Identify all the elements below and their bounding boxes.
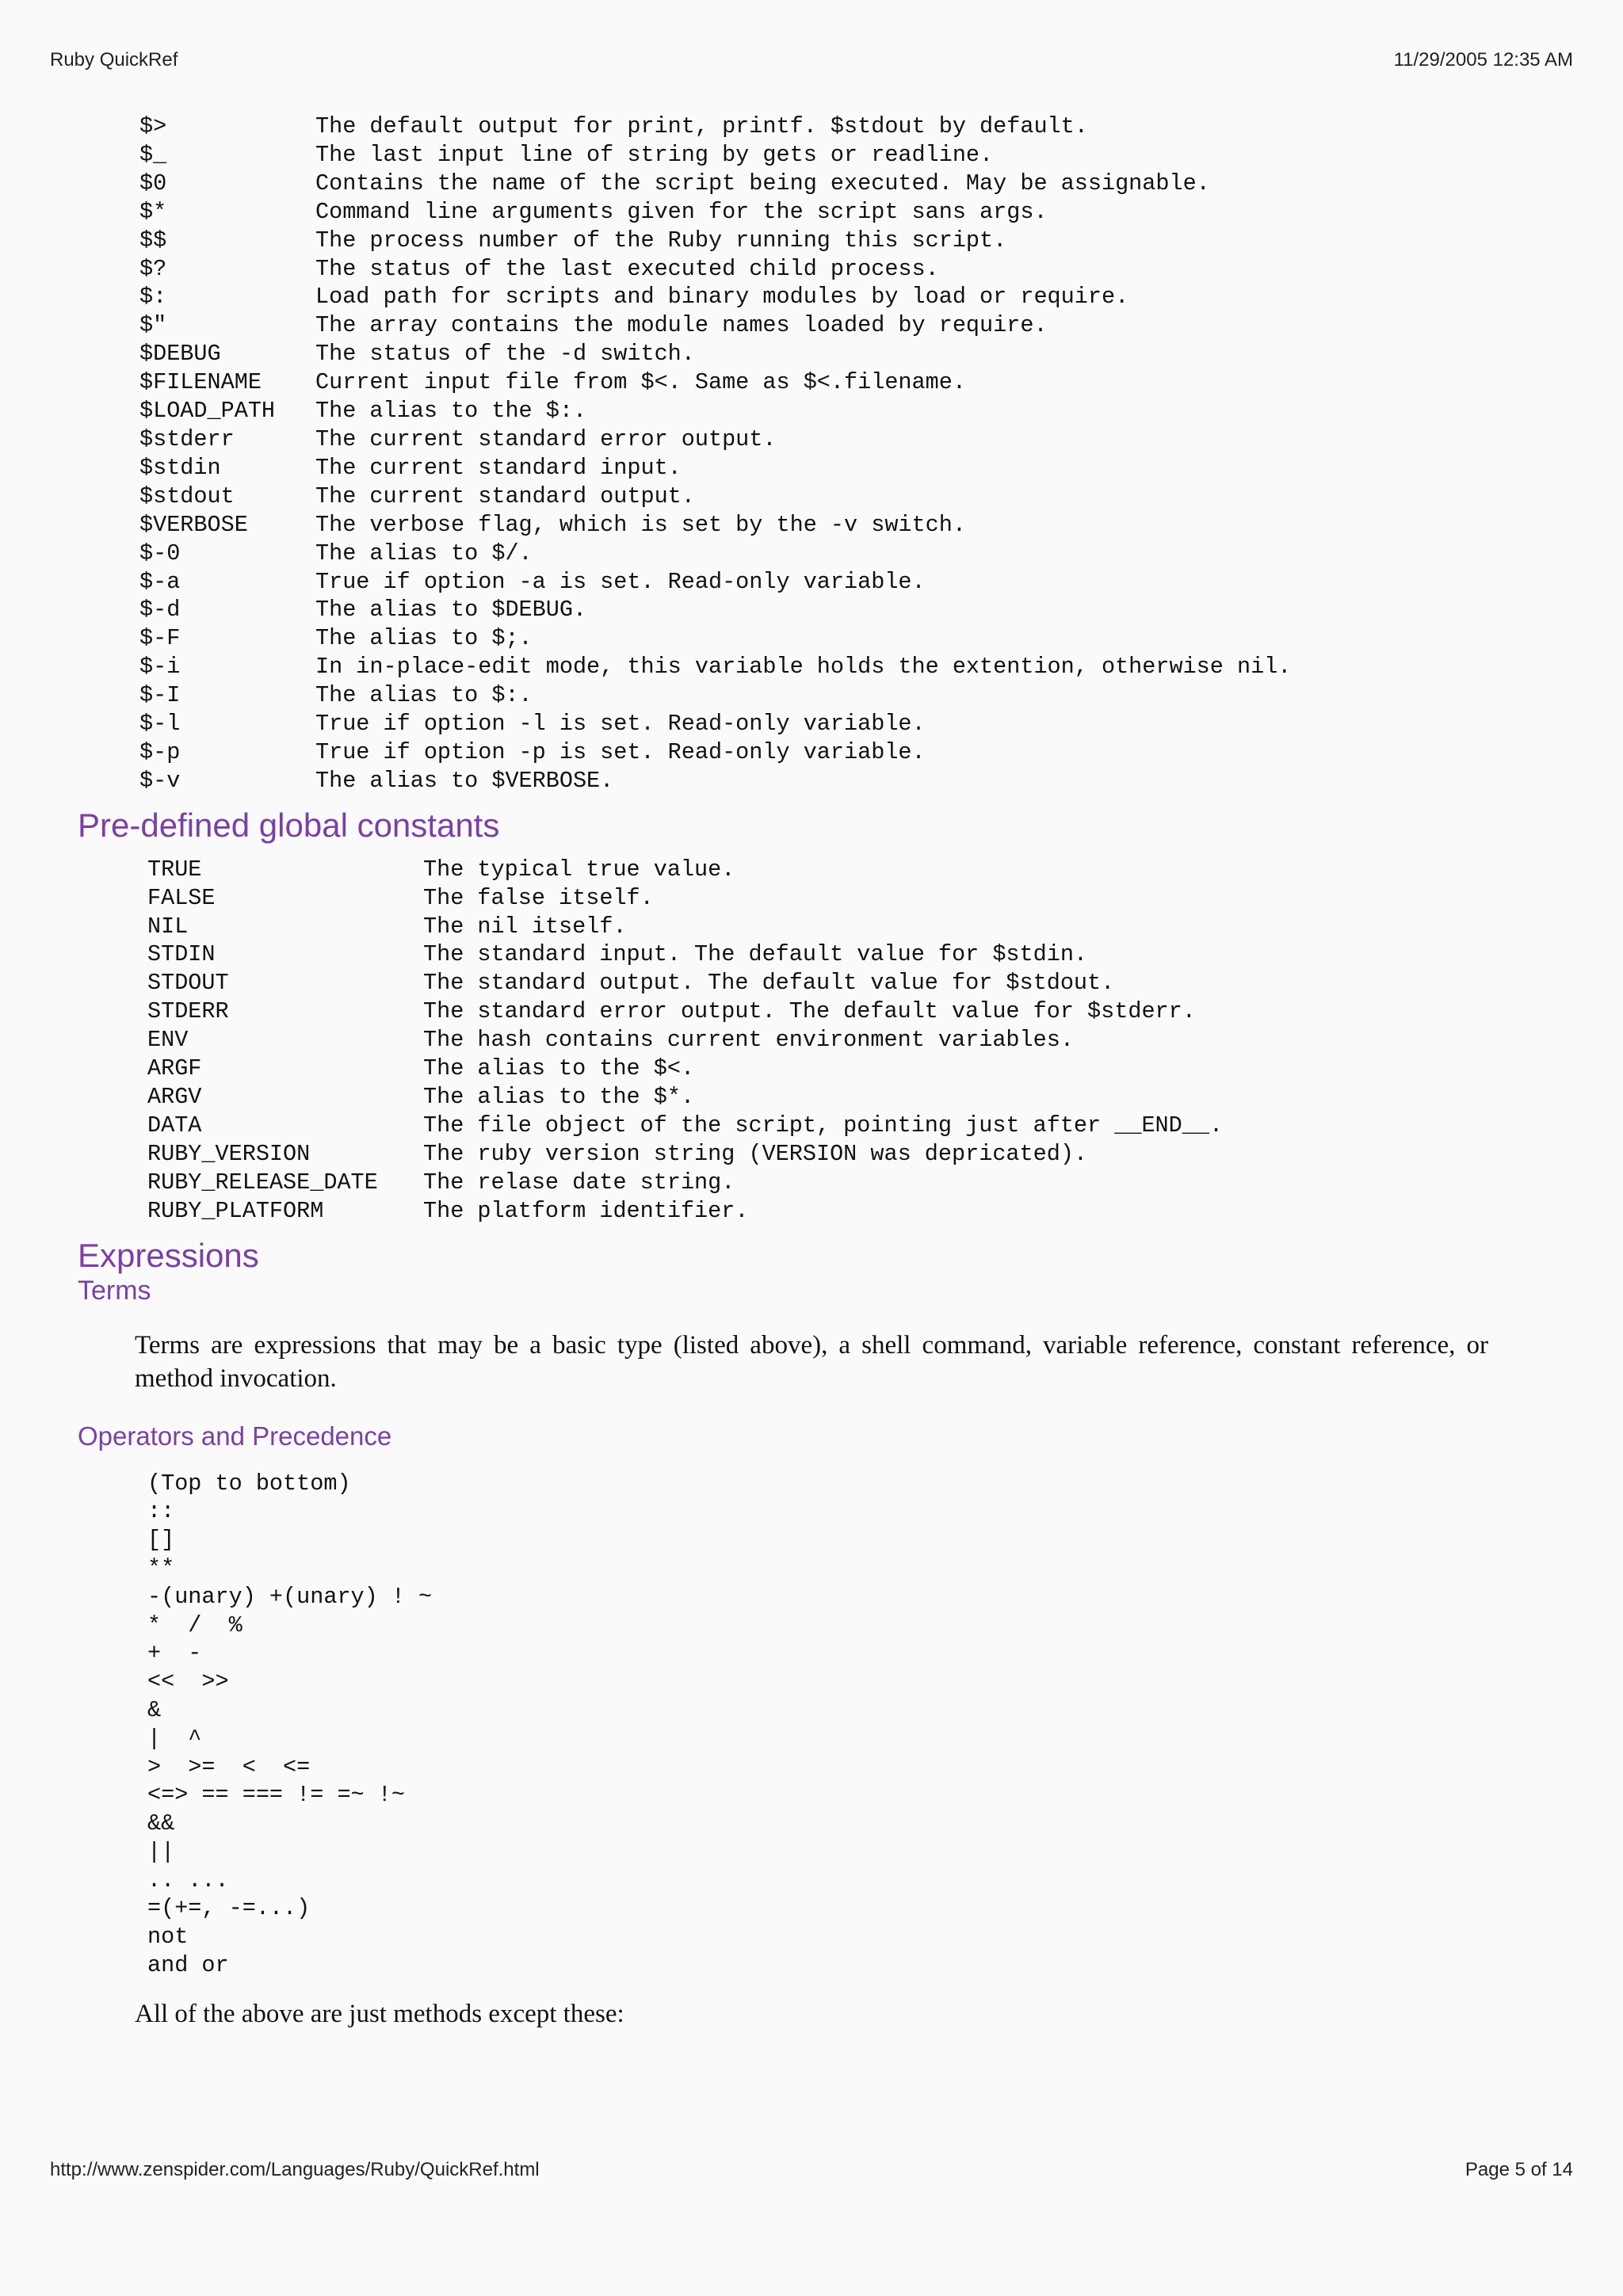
variable-row-description: True if option -a is set. Read-only variable. xyxy=(315,568,926,595)
constant-row-name: STDIN xyxy=(147,941,216,968)
variable-row xyxy=(139,596,1291,624)
variable-row-description: The alias to $VERBOSE. xyxy=(315,767,614,794)
variable-row-name: $-l xyxy=(139,711,181,738)
print-datetime: 11/29/2005 12:35 AM xyxy=(1393,49,1573,71)
variable-row xyxy=(139,511,1291,540)
variable-row-name: $-F xyxy=(139,625,181,652)
constant-row-description: The standard input. The default value for $stdin. xyxy=(423,941,1088,968)
variable-row-description: The verbose flag, which is set by the -v switch. xyxy=(315,511,966,538)
variable-row-description: The array contains the module names loaded by require. xyxy=(315,312,1048,339)
operator-line: not xyxy=(147,1924,189,1951)
variable-row-description: The status of the -d switch. xyxy=(315,341,695,368)
variable-row xyxy=(139,397,1291,425)
variable-row-description: The current standard output. xyxy=(315,482,695,509)
variable-row xyxy=(139,311,1291,340)
variable-row xyxy=(139,624,1291,653)
variable-row-description: The alias to $;. xyxy=(315,625,533,652)
operator-line: * / % xyxy=(147,1611,242,1638)
terms-heading: Terms xyxy=(78,1275,151,1306)
terms-paragraph: Terms are expressions that may be a basic type (listed above), a shell command, variable reference, constant reference, or method invocation. xyxy=(135,1330,1488,1393)
constant-row-name: NIL xyxy=(147,913,189,940)
variable-row-name: $-d xyxy=(139,597,181,624)
variable-row-name: $LOAD_PATH xyxy=(139,398,276,425)
variable-row xyxy=(139,283,1291,311)
variable-row xyxy=(139,170,1291,198)
constant-row xyxy=(147,969,1223,997)
variable-row xyxy=(139,653,1291,681)
global-constants-body xyxy=(147,856,1223,1226)
page-content xyxy=(0,113,1623,2031)
variable-row-name: $" xyxy=(139,312,167,339)
variable-row-description: The current standard error output. xyxy=(315,425,777,452)
constant-row-name: RUBY_PLATFORM xyxy=(147,1197,324,1224)
constant-row-description: The file object of the script, pointing just after __END__. xyxy=(423,1112,1224,1138)
variable-row-description: The alias to $:. xyxy=(315,682,533,709)
operator-line: -(unary) +(unary) ! ~ xyxy=(147,1583,433,1610)
variable-row-name: $-i xyxy=(139,654,181,681)
operator-line: & xyxy=(147,1696,162,1723)
global-variables-body xyxy=(139,113,1291,795)
variable-row-name: $* xyxy=(139,198,167,225)
variable-row-description: True if option -p is set. Read-only variable. xyxy=(315,738,926,765)
variable-row xyxy=(139,368,1291,397)
constant-row-description: The standard output. The default value for $stdout. xyxy=(423,970,1115,997)
operators-list xyxy=(147,1470,1623,1980)
constant-row xyxy=(147,1083,1223,1112)
document-title: Ruby QuickRef xyxy=(50,49,178,71)
variable-row-name: $_ xyxy=(139,141,167,168)
constant-row xyxy=(147,1026,1223,1055)
operator-line: || xyxy=(147,1838,175,1865)
constant-row-description: The platform identifier. xyxy=(423,1197,749,1224)
operator-line: | ^ xyxy=(147,1725,202,1752)
page-url: http://www.zenspider.com/Languages/Ruby/QuickRef.html xyxy=(50,2159,540,2180)
constant-row-description: The standard error output. The default value for $stderr. xyxy=(423,998,1196,1025)
operator-line: ** xyxy=(147,1554,175,1581)
operator-line: << >> xyxy=(147,1669,229,1695)
variable-row-name: $$ xyxy=(139,227,167,254)
operators-heading: Operators and Precedence xyxy=(78,1421,392,1451)
print-header xyxy=(50,49,1573,71)
variable-row-name: $stdout xyxy=(139,482,235,509)
operator-line: <=> == === != =~ !~ xyxy=(147,1782,405,1809)
variable-row xyxy=(139,340,1291,368)
variable-row-description: The process number of the Ruby running this script. xyxy=(315,227,1007,254)
global-variables-table xyxy=(139,113,1291,795)
constant-row-name: STDERR xyxy=(147,998,229,1025)
variable-row xyxy=(139,710,1291,738)
variable-row-description: The alias to $DEBUG. xyxy=(315,597,587,624)
variable-row-name: $> xyxy=(139,113,167,139)
constant-row-description: The ruby version string (VERSION was depricated). xyxy=(423,1140,1088,1167)
variable-row-description: The alias to $/. xyxy=(315,540,533,566)
variable-row-name: $-a xyxy=(139,568,181,595)
constant-row-name: ARGV xyxy=(147,1084,202,1110)
constants-heading: Pre-defined global constants xyxy=(78,806,500,844)
constant-row-name: ARGF xyxy=(147,1055,202,1082)
variable-row xyxy=(139,540,1291,568)
constant-row-description: The typical true value. xyxy=(423,856,735,883)
variable-row-name: $DEBUG xyxy=(139,341,221,368)
constant-row-description: The hash contains current environment variables. xyxy=(423,1027,1074,1054)
variable-row xyxy=(139,454,1291,482)
constant-row xyxy=(147,913,1223,941)
operator-line: (Top to bottom) xyxy=(147,1470,351,1497)
constant-row xyxy=(147,1169,1223,1197)
variable-row-name: $stdin xyxy=(139,454,221,481)
variable-row-name: $stderr xyxy=(139,425,235,452)
variable-row-name: $-v xyxy=(139,767,181,794)
constant-row-description: The false itself. xyxy=(423,884,654,911)
operator-line: :: xyxy=(147,1498,175,1525)
constant-row-description: The nil itself. xyxy=(423,913,627,940)
page-number: Page 5 of 14 xyxy=(1465,2159,1573,2180)
print-footer xyxy=(50,2159,1573,2181)
variable-row-description: The status of the last executed child process. xyxy=(315,255,939,282)
operator-line: .. ... xyxy=(147,1867,229,1894)
variable-row xyxy=(139,113,1291,141)
constant-row-name: RUBY_VERSION xyxy=(147,1140,311,1167)
variable-row-name: $FILENAME xyxy=(139,369,262,396)
methods-note: All of the above are just methods except these: xyxy=(135,1999,624,2028)
variable-row xyxy=(139,198,1291,227)
constant-row xyxy=(147,1197,1223,1226)
operator-line: [] xyxy=(147,1527,175,1554)
constant-row-name: TRUE xyxy=(147,856,202,883)
variable-row-description: The alias to the $:. xyxy=(315,398,587,425)
constant-row xyxy=(147,1055,1223,1083)
variable-row xyxy=(139,255,1291,284)
variable-row-description: The default output for print, printf. $stdout by default. xyxy=(315,113,1088,139)
variable-row xyxy=(139,767,1291,795)
constant-row-description: The alias to the $<. xyxy=(423,1055,695,1082)
variable-row xyxy=(139,568,1291,597)
constant-row-name: RUBY_RELEASE_DATE xyxy=(147,1169,378,1196)
variable-row-description: True if option -l is set. Read-only variable. xyxy=(315,711,926,738)
constant-row-name: STDOUT xyxy=(147,970,229,997)
constant-row-name: FALSE xyxy=(147,884,216,911)
variable-row-description: In in-place-edit mode, this variable holds the extention, otherwise nil. xyxy=(315,654,1292,681)
operator-line: + - xyxy=(147,1640,202,1667)
constant-row xyxy=(147,1112,1223,1140)
variable-row-description: The current standard input. xyxy=(315,454,682,481)
constant-row-name: ENV xyxy=(147,1027,189,1054)
variable-row xyxy=(139,738,1291,767)
variable-row xyxy=(139,681,1291,710)
operator-line: > >= < <= xyxy=(147,1753,311,1780)
constant-row xyxy=(147,1140,1223,1169)
operator-line: && xyxy=(147,1810,175,1837)
constant-row-name: DATA xyxy=(147,1112,202,1138)
constant-row xyxy=(147,940,1223,969)
variable-row xyxy=(139,482,1291,511)
variable-row-description: Current input file from $<. Same as $<.filename. xyxy=(315,369,966,396)
variable-row xyxy=(139,425,1291,454)
variable-row-name: $: xyxy=(139,284,167,311)
operator-line: and or xyxy=(147,1952,229,1979)
constant-row xyxy=(147,997,1223,1026)
variable-row-description: The last input line of string by gets or readline. xyxy=(315,141,994,168)
variable-row-name: $? xyxy=(139,255,167,282)
constant-row xyxy=(147,856,1223,884)
variable-row-description: Load path for scripts and binary modules by load or require. xyxy=(315,284,1129,311)
operator-line: =(+=, -=...) xyxy=(147,1895,311,1922)
variable-row xyxy=(139,227,1291,255)
variable-row-name: $VERBOSE xyxy=(139,511,248,538)
variable-row-name: $-0 xyxy=(139,540,181,566)
variable-row-name: $-p xyxy=(139,738,181,765)
expressions-heading: Expressions xyxy=(78,1236,259,1274)
variable-row xyxy=(139,141,1291,170)
variable-row-name: $0 xyxy=(139,170,167,196)
variable-row-description: Contains the name of the script being executed. May be assignable. xyxy=(315,170,1210,196)
constant-row-description: The alias to the $*. xyxy=(423,1084,695,1110)
constant-row-description: The relase date string. xyxy=(423,1169,735,1196)
constant-row xyxy=(147,884,1223,913)
variable-row-name: $-I xyxy=(139,682,181,709)
global-constants-table xyxy=(147,856,1223,1226)
variable-row-description: Command line arguments given for the script sans args. xyxy=(315,198,1048,225)
